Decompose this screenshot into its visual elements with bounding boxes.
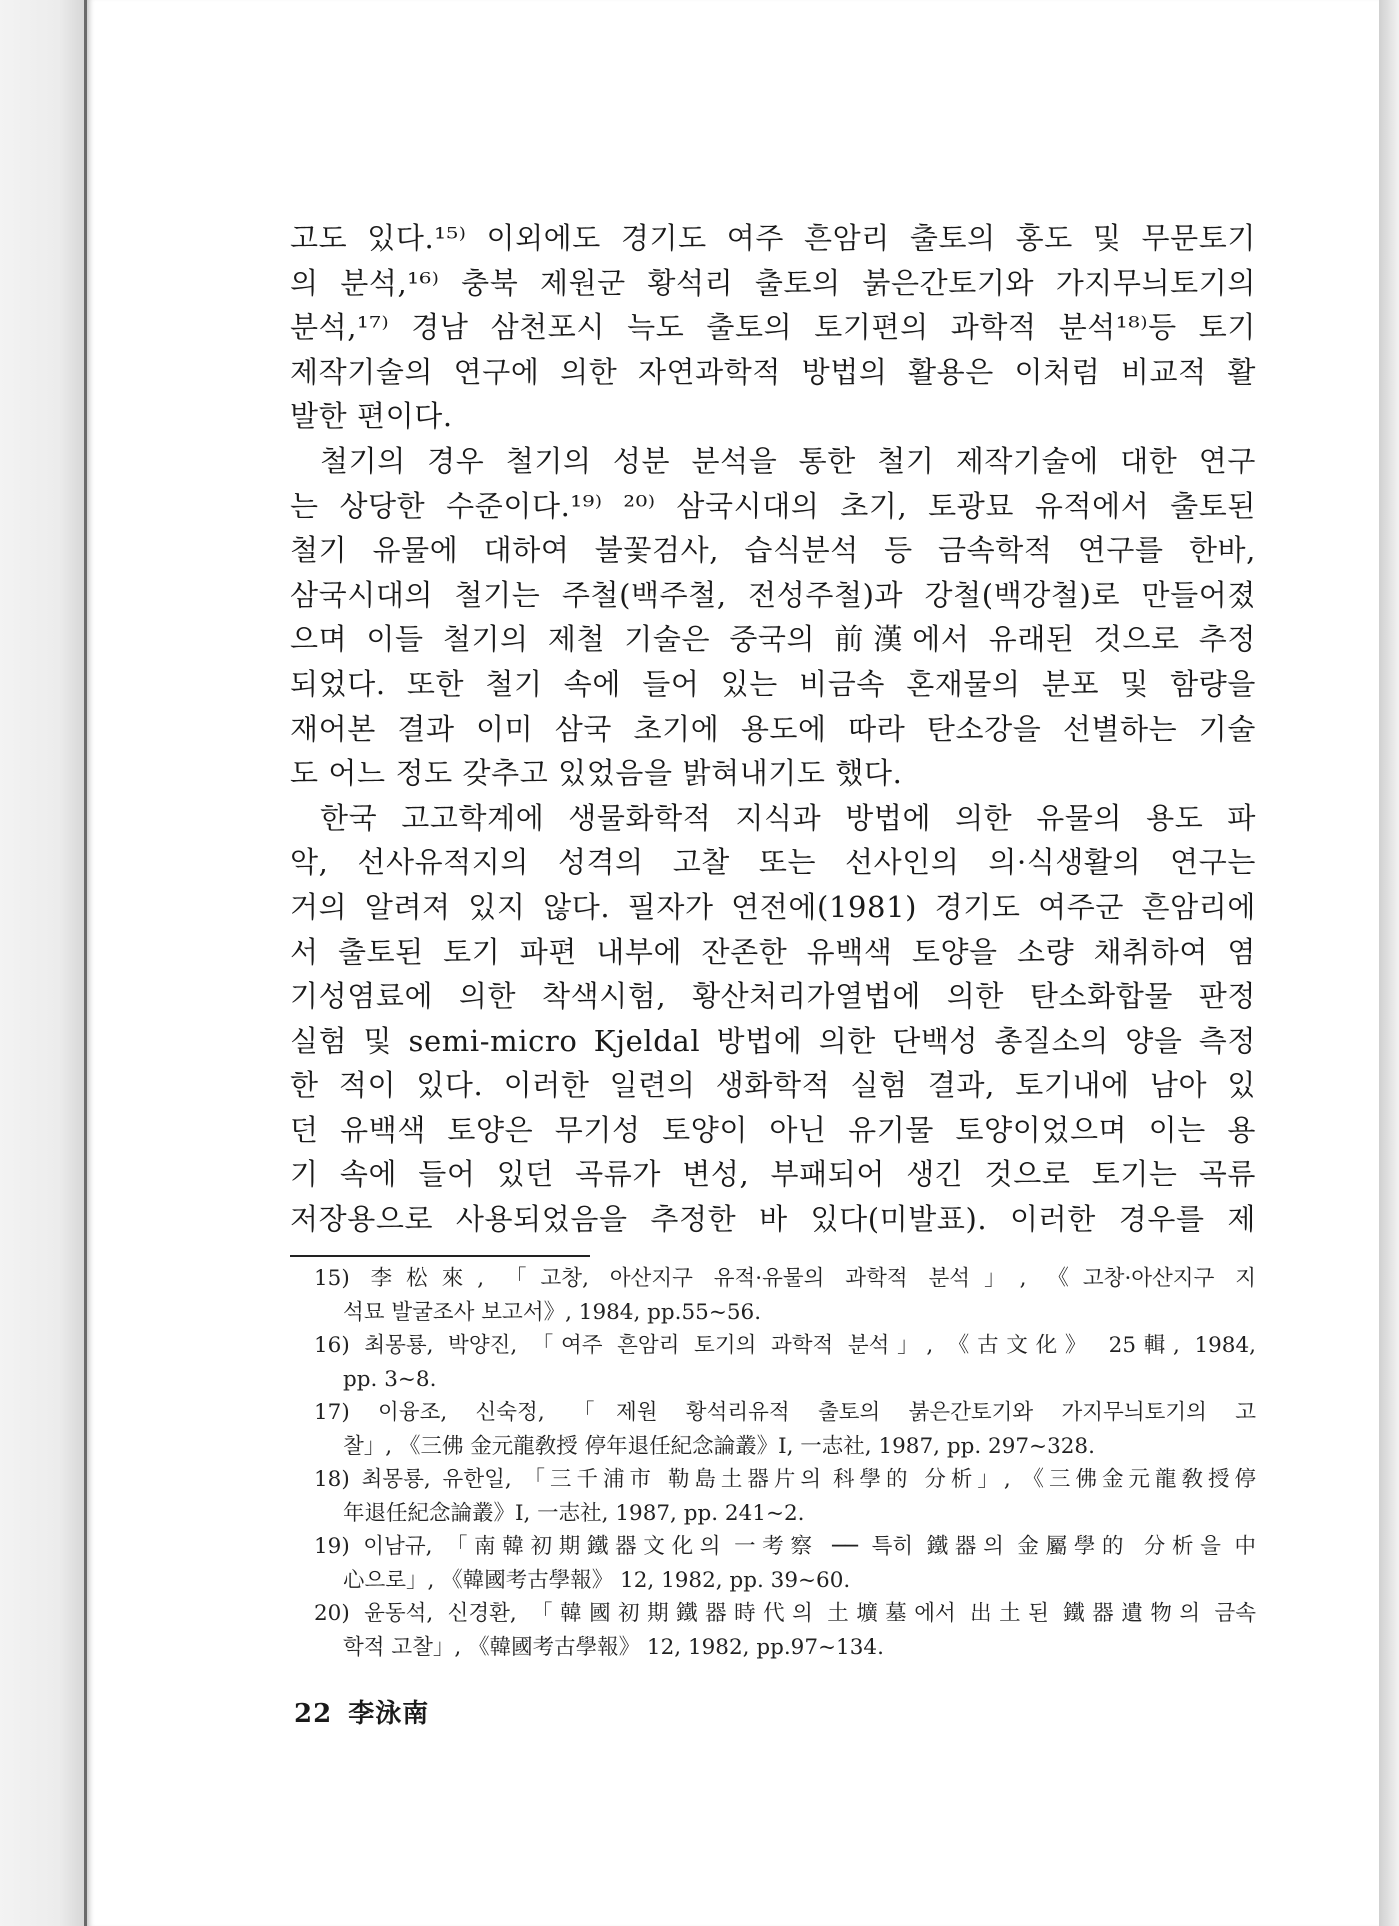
body-line: 한국 고고학계에 생물화학적 지식과 방법에 의한 유물의 용도 파 — [320, 800, 1256, 835]
footnote-line: 찰」, 《三佛 金元龍敎授 停年退任紀念論叢》Ⅰ, 一志社, 1987, pp. 297~328. — [343, 1433, 1095, 1459]
footnote — [314, 1329, 1256, 1396]
body-line: 재어본 결과 이미 삼국 초기에 용도에 따라 탄소강을 선별하는 기술 — [290, 711, 1256, 746]
footnotes — [314, 1262, 1256, 1664]
footnote-line: 학적 고찰」, 《韓國考古學報》 12, 1982, pp.97~134. — [343, 1634, 884, 1660]
body-line: 되었다. 또한 철기 속에 들어 있는 비금속 혼재물의 분포 및 함량을 — [290, 666, 1256, 701]
body-line: 기성염료에 의한 착색시험, 황산처리가열법에 의한 탄소화합물 판정 — [290, 979, 1256, 1014]
page-edge — [1379, 0, 1399, 1926]
body-line: 도 어느 정도 갖추고 있었음을 밝혀내기도 했다. — [290, 756, 903, 791]
body-text — [290, 216, 1256, 1242]
footnote-line: 16) 최몽룡, 박양진, 「여주 흔암리 토기의 과학적 분석」, 《古文化》 25輯, 1984, — [314, 1333, 1256, 1358]
footnote — [314, 1262, 1256, 1329]
body-line: 저장용으로 사용되었음을 추정한 바 있다(미발표). 이러한 경우를 제 — [290, 1202, 1256, 1237]
body-line: 철기의 경우 철기의 성분 분석을 통한 철기 제작기술에 대한 연구 — [320, 443, 1256, 478]
footnote-line: pp. 3~8. — [343, 1366, 437, 1392]
body-line: 의 분석,¹⁶⁾ 충북 제원군 황석리 출토의 붉은간토기와 가지무늬토기의 — [290, 265, 1256, 300]
body-line: 고도 있다.¹⁵⁾ 이외에도 경기도 여주 흔암리 출토의 홍도 및 무문토기 — [290, 221, 1256, 255]
author-name: 李泳南 — [348, 1699, 430, 1729]
footnote — [314, 1597, 1256, 1664]
footnote-line: 20) 윤동석, 신경환, 「韓國初期鐵器時代의 土壙墓에서 出土된 鐵器遺物의 금속 — [314, 1601, 1256, 1626]
footnote — [314, 1530, 1256, 1597]
footnote-line: 석묘 발굴조사 보고서》, 1984, pp.55~56. — [343, 1299, 762, 1325]
body-line: 철기 유물에 대하여 불꽃검사, 습식분석 등 금속학적 연구를 한바, — [290, 533, 1256, 568]
book-gutter — [0, 0, 84, 1926]
footnote-line: 19) 이남규, 「南韓初期鐵器文化의 一考察 ── 특히 鐵器의 金屬學的 分析을 中 — [314, 1534, 1256, 1559]
body-line: 제작기술의 연구에 의한 자연과학적 방법의 활용은 이처럼 비교적 활 — [290, 354, 1256, 389]
footnote — [314, 1463, 1256, 1530]
footnote-line: 15) 李松來, 「고창, 아산지구 유적·유물의 과학적 분석」, 《고창·아산지구 지 — [314, 1266, 1256, 1291]
body-line: 는 상당한 수준이다.¹⁹⁾ ²⁰⁾ 삼국시대의 초기, 토광묘 유적에서 출토된 — [290, 488, 1256, 523]
body-line: 으며 이들 철기의 제철 기술은 중국의 前漢에서 유래된 것으로 추정 — [290, 622, 1256, 657]
footnote-line: 年退任紀念論叢》Ⅰ, 一志社, 1987, pp. 241~2. — [343, 1500, 805, 1526]
footnote-line: 17) 이융조, 신숙정, 「제원 황석리유적 출토의 붉은간토기와 가지무늬토기의 고 — [314, 1400, 1256, 1425]
body-line: 발한 편이다. — [290, 399, 453, 434]
body-line: 삼국시대의 철기는 주철(백주철, 전성주철)과 강철(백강철)로 만들어졌 — [290, 577, 1256, 612]
body-line: 실험 및 semi-micro Kjeldal 방법에 의한 단백성 총질소의 양을 측정 — [290, 1023, 1256, 1058]
body-line: 악, 선사유적지의 성격의 고찰 또는 선사인의 의·식생활의 연구는 — [290, 845, 1256, 880]
footnote-line: 心으로」, 《韓國考古學報》 12, 1982, pp. 39~60. — [343, 1567, 851, 1593]
footnote-line: 18) 최몽룡, 유한일, 「三千浦市 勒島土器片의 科學的 分析」, 《三佛金元龍敎授停 — [314, 1467, 1256, 1492]
footnote — [314, 1396, 1256, 1463]
footnote-rule — [290, 1255, 590, 1257]
body-line: 분석,¹⁷⁾ 경남 삼천포시 늑도 출토의 토기편의 과학적 분석¹⁸⁾등 토기 — [290, 310, 1256, 345]
body-line: 서 출토된 토기 파편 내부에 잔존한 유백색 토양을 소량 채취하여 염 — [290, 934, 1256, 969]
page-footer — [294, 1693, 429, 1730]
body-line: 기 속에 들어 있던 곡류가 변성, 부패되어 생긴 것으로 토기는 곡류 — [290, 1157, 1256, 1192]
body-line: 거의 알려져 있지 않다. 필자가 연전에(1981) 경기도 여주군 흔암리에 — [290, 889, 1256, 924]
page-number: 22 — [294, 1699, 333, 1729]
body-line: 던 유백색 토양은 무기성 토양이 아닌 유기물 토양이었으며 이는 용 — [290, 1112, 1256, 1147]
body-line: 한 적이 있다. 이러한 일련의 생화학적 실험 결과, 토기내에 남아 있 — [290, 1068, 1256, 1103]
